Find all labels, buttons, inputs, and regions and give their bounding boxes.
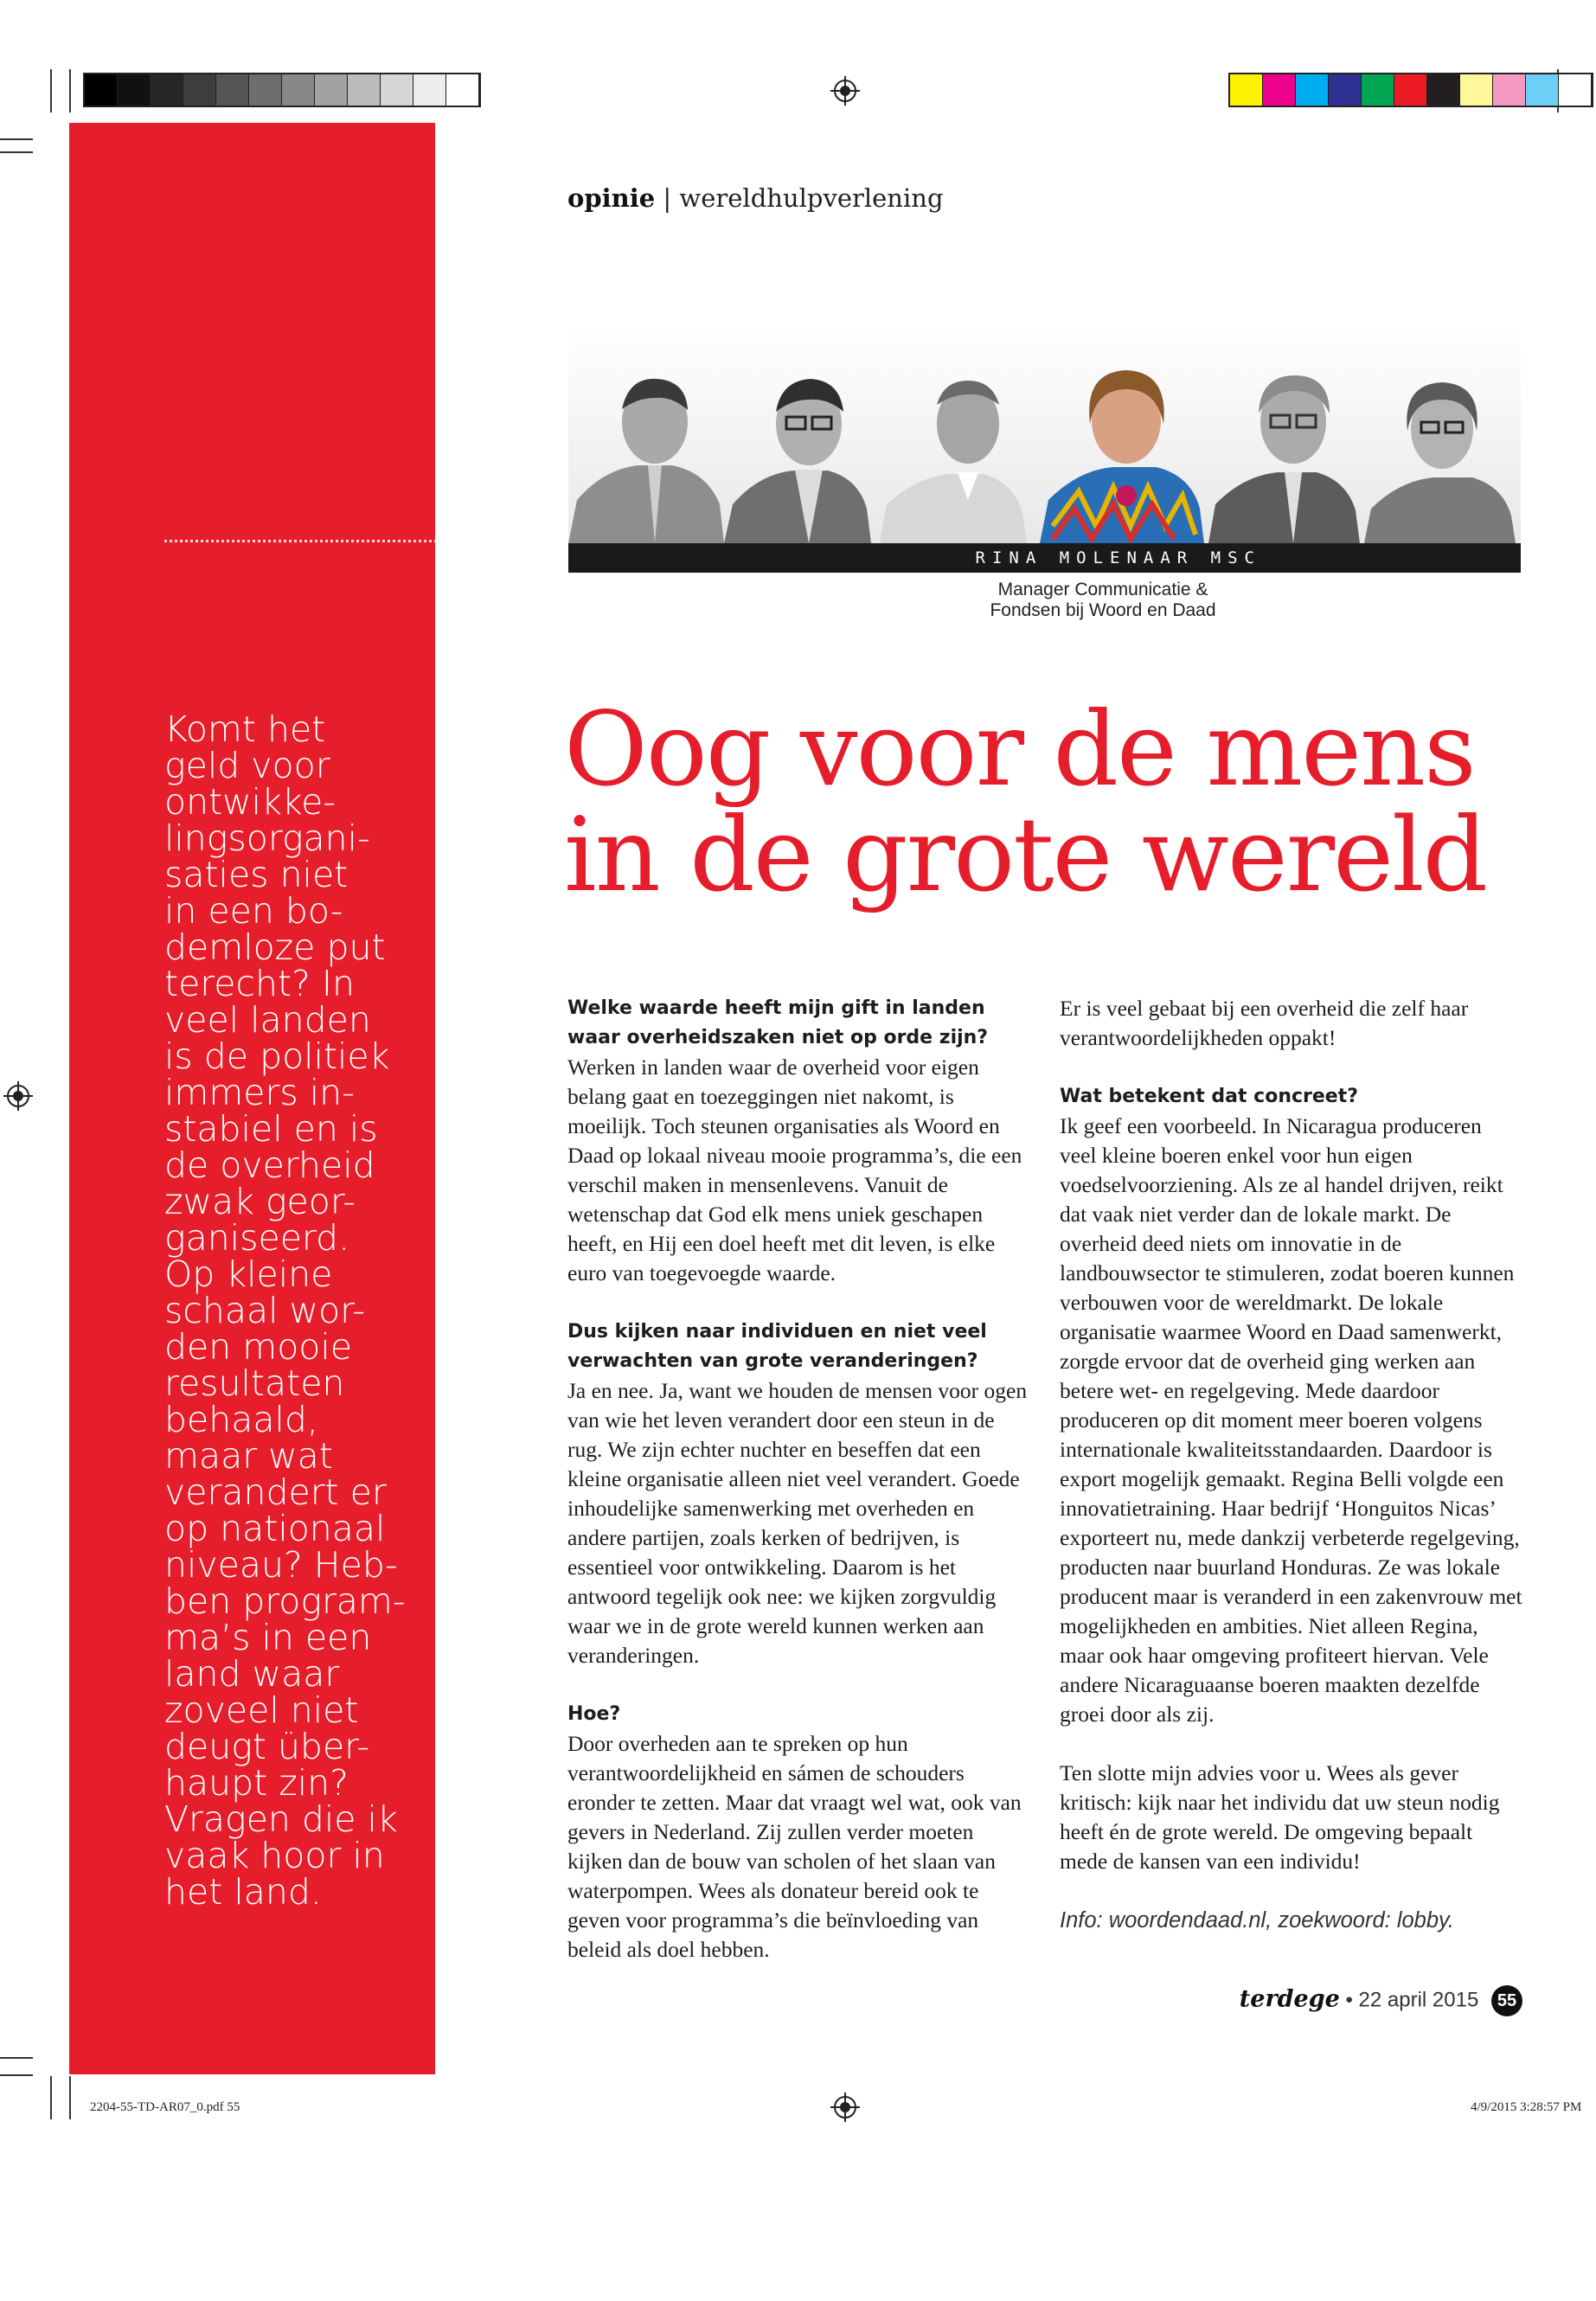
- section-header: [567, 183, 944, 213]
- dotted-divider: [164, 540, 463, 542]
- author-role: Manager Communicatie & Fondsen bij Woord en Daad: [990, 580, 1216, 620]
- answer-paragraph: Er is veel gebaat bij een overheid die zelf haar verantwoordelijkheden oppakt!: [1060, 996, 1469, 1050]
- page-footer: [1228, 1985, 1522, 2016]
- answer-paragraph: Door overheden aan te spreken op hun verantwoordelijkheid en sámen de schouders eronder te zetten. Maar dat vraagt wel wat, ook van gevers in Nederland. Zij zullen verder moeten kijken dan de bouw van scholen of het slaan van waterpompen. Wees als donateur bereid ook te geven voor programma’s die beïnvloeding van beleid als doel hebben.: [567, 1731, 1022, 1962]
- page-number: 55: [1491, 1985, 1522, 2016]
- question-heading: Welke waarde heeft mijn gift in landen waar overheidszaken niet op orde zijn?: [567, 997, 989, 1048]
- answer-paragraph: Ik geef een voorbeeld. In Nicaragua produceren veel kleine boeren enkel voor hun eigen voedselvoorziening. Als ze al handel drijven, reikt dat vaak niet verder dan de lokale markt. De overheid deed niets om innovatie in de landbouwsector te stimuleren, zodat boeren kunnen verbouwen voor de wereldmarkt. De lokale organisatie waarmee Woord en Daad samenwerkt, zorgde ervoor dat de overheid ging werken aan betere wet- en regelgeving. Mede daardoor produceren op dit moment meer boeren volgens internationale kwaliteitsstandaarden. Daardoor is export mogelijk gemaakt. Regina Belli volgde een innovatietraining. Haar bedrijf ‘Honguitos Nicas’ exporteert nu, mede dankzij verbeterde regelgeving, producten naar buurland Honduras. Ze was lokale producent maar is veranderd in een zakenvrouw met mogelijkheden en ambities. Niet alleen Regina, maar ook haar omgeving profiteert hiervan. Vele andere Nicaraguaanse boeren maakten dezelfde groei door als zij.: [1060, 1113, 1522, 1727]
- crop-mark: [0, 151, 33, 153]
- color-bar: [1228, 73, 1593, 107]
- crop-mark: [0, 2074, 33, 2076]
- closing-paragraph: Ten slotte mijn advies voor u. Wees als gever kritisch: kijk naar het individu dat uw steun nodig heeft én de grote wereld. De omgeving bepaalt mede de kansen van een individu!: [1060, 1760, 1500, 1874]
- sidebar-quote: Komt het geld voor ontwikke- lingsorgani- saties niet in een bo- demloze put terecht? In veel landen is de politiek immers in- stabiel en is de overheid zwak geor- ganiseerd. Op kleine schaal wor- den mooie resultaten behaald, maar wat verandert er op nationaal niveau? Heb- ben program- ma’s in een land waar zoveel niet deugt über- haupt zin? Vragen die ik vaak hoor in het land.: [164, 708, 406, 1913]
- registration-mark-icon: [3, 1081, 33, 1111]
- info-line: Info: woordendaad.nl, zoekwoord: lobby.: [1060, 1908, 1454, 1932]
- magazine-brand: terdege: [1239, 1985, 1340, 2013]
- article-column-1: [567, 994, 1031, 1994]
- question-heading: Hoe?: [567, 1703, 621, 1725]
- issue-date: 22 april 2015: [1358, 1988, 1479, 2012]
- crop-mark: [0, 138, 33, 140]
- crop-mark: [0, 2057, 33, 2059]
- red-sidebar: [69, 123, 435, 2074]
- registration-mark-icon: [830, 2093, 860, 2122]
- crop-mark: [50, 69, 52, 112]
- article-column-2: [1060, 994, 1523, 1935]
- answer-paragraph: Werken in landen waar de overheid voor eigen belang gaat en toezeggingen niet nakomt, is moeilijk. Toch steunen organisaties als Woord en Daad op lokaal niveau mooie programma’s, die een verschil maken in mensenlevens. Vanuit de wetenschap dat God elk mens uniek geschapen heeft, en Hij een doel heeft met dit leven, is elke euro van toegevoegde waarde.: [567, 1054, 1022, 1285]
- question-heading: Dus kijken naar individuen en niet veel verwachten van grote veranderingen?: [567, 1321, 987, 1372]
- answer-paragraph: Ja en nee. Ja, want we houden de mensen voor ogen van wie het leven verandert door een steun in de rug. We zijn echter nuchter en beseffen dat een kleine organisatie alleen niet veel verandert. Goede inhoudelijke samenwerking met overheden en andere partijen, zoals kerken of bedrijven, is essentieel voor ontwikkeling. Daarom is het antwoord tegelijk ook nee: we kijken zorgvuldig waar we in de grote wereld kunnen werken aan veranderingen.: [567, 1378, 1028, 1668]
- question-heading: Wat betekent dat concreet?: [1060, 1086, 1359, 1107]
- section-topic: wereldhulpverlening: [679, 183, 944, 213]
- footer-bullet: •: [1345, 1988, 1353, 2012]
- section-separator: |: [663, 183, 672, 213]
- crop-mark: [69, 69, 71, 112]
- crop-mark: [69, 2076, 71, 2119]
- registration-mark-icon: [830, 76, 860, 106]
- grayscale-bar: [83, 73, 481, 107]
- file-slug: 2204-55-TD-AR07_0.pdf 55: [90, 2100, 240, 2114]
- author-name-bar: RINA MOLENAAR MSC: [568, 543, 1521, 573]
- author-photo-strip: [568, 327, 1521, 543]
- crop-mark: [50, 2076, 52, 2119]
- article-title: Oog voor de mens in de grote wereld: [564, 689, 1487, 914]
- print-timestamp: 4/9/2015 3:28:57 PM: [1471, 2100, 1582, 2114]
- section-label: opinie: [567, 183, 656, 213]
